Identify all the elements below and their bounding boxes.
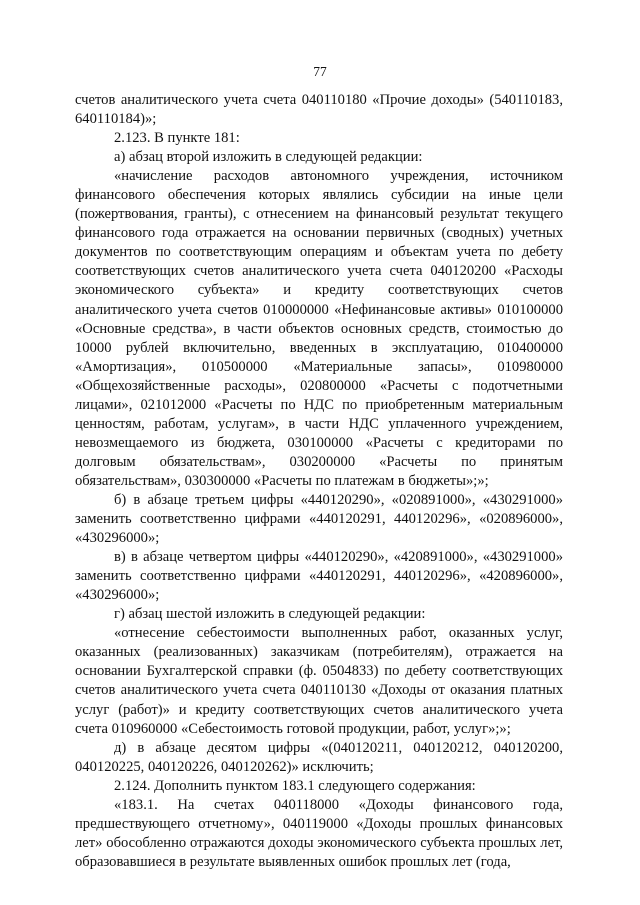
body-paragraph: а) абзац второй изложить в следующей редакции:: [114, 149, 423, 166]
body-paragraph: д) в абзаце десятом цифры «(040120211, 040120212, 040120200, 040120225, 040120226, 040120262)» исключить;: [75, 739, 563, 775]
body-paragraph: в) в абзаце четвертом цифры «440120290», «420891000», «430291000» заменить соответственно цифрами «440120291, 440120296», «420896000», «430296000»;: [75, 549, 563, 604]
body-paragraph: 2.123. В пункте 181:: [114, 130, 240, 147]
body-paragraph: «начисление расходов автономного учреждения, источником финансового обеспечения которых являлись субсидии на иные цели (пожертвования, гранты), с отнесением на финансовый результат текущего финансового года отражается на основании первичных (сводных) учетных документов по соответствующим операциям и объектам учета по дебету соответствующих счетов аналитического учета счета 040120200 «Расходы экономического субъекта» и кредиту соответствующих счетов аналитического учета счетов 010000000 «Нефинансовые активы» 010100000 «Основные средства», в части объектов основных средств, стоимостью до 10000 рублей включительно, введенных в эксплуатацию, 010400000 «Амортизация», 010500000 «Материальные запасы», 010980000 «Общехозяйственные расходы», 020800000 «Расчеты с подотчетными лицами», 021012000 «Расчеты по НДС по приобретенным материальным ценностям, работам, услугам», в части НДС уплаченного учреждением, невозмещаемого из бюджета, 030100000 «Расчеты с кредиторами по долговым обязательствам», 030200000 «Расчеты по принятым обязательствам», 030300000 «Расчеты по платежам в бюджеты»;»;: [75, 168, 563, 489]
body-paragraph: 2.124. Дополнить пунктом 183.1 следующего содержания:: [114, 777, 476, 794]
document-body: [75, 91, 563, 872]
body-paragraph: счетов аналитического учета счета 040110180 «Прочие доходы» (540110183, 640110184)»;: [75, 92, 563, 128]
body-paragraph: «отнесение себестоимости выполненных работ, оказанных услуг, оказанных (реализованных) заказчикам (потребителям), отражается на основании Бухгалтерской справки (ф. 0504833) по дебету соответствующих счетов аналитического учета счета 040110130 «Доходы от оказания платных услуг (работ)» и кредиту соответствующих счетов аналитического учета счета 010960000 «Себестоимость готовой продукции, работ, услуг»;»;: [75, 625, 563, 737]
page-number: 77: [313, 64, 327, 79]
body-paragraph: г) абзац шестой изложить в следующей редакции:: [114, 606, 426, 623]
body-paragraph: б) в абзаце третьем цифры «440120290», «020891000», «430291000» заменить соответственно цифрами «440120291, 440120296», «020896000», «430296000»;: [75, 491, 563, 547]
body-paragraph: «183.1. На счетах 040118000 «Доходы финансового года, предшествующего отчетному», 040119000 «Доходы прошлых финансовых лет» обособленно отражаются доходы экономического субъекта прошлых лет, образовавшиеся в результате выявленных ошибок прошлых лет (года,: [75, 796, 563, 870]
